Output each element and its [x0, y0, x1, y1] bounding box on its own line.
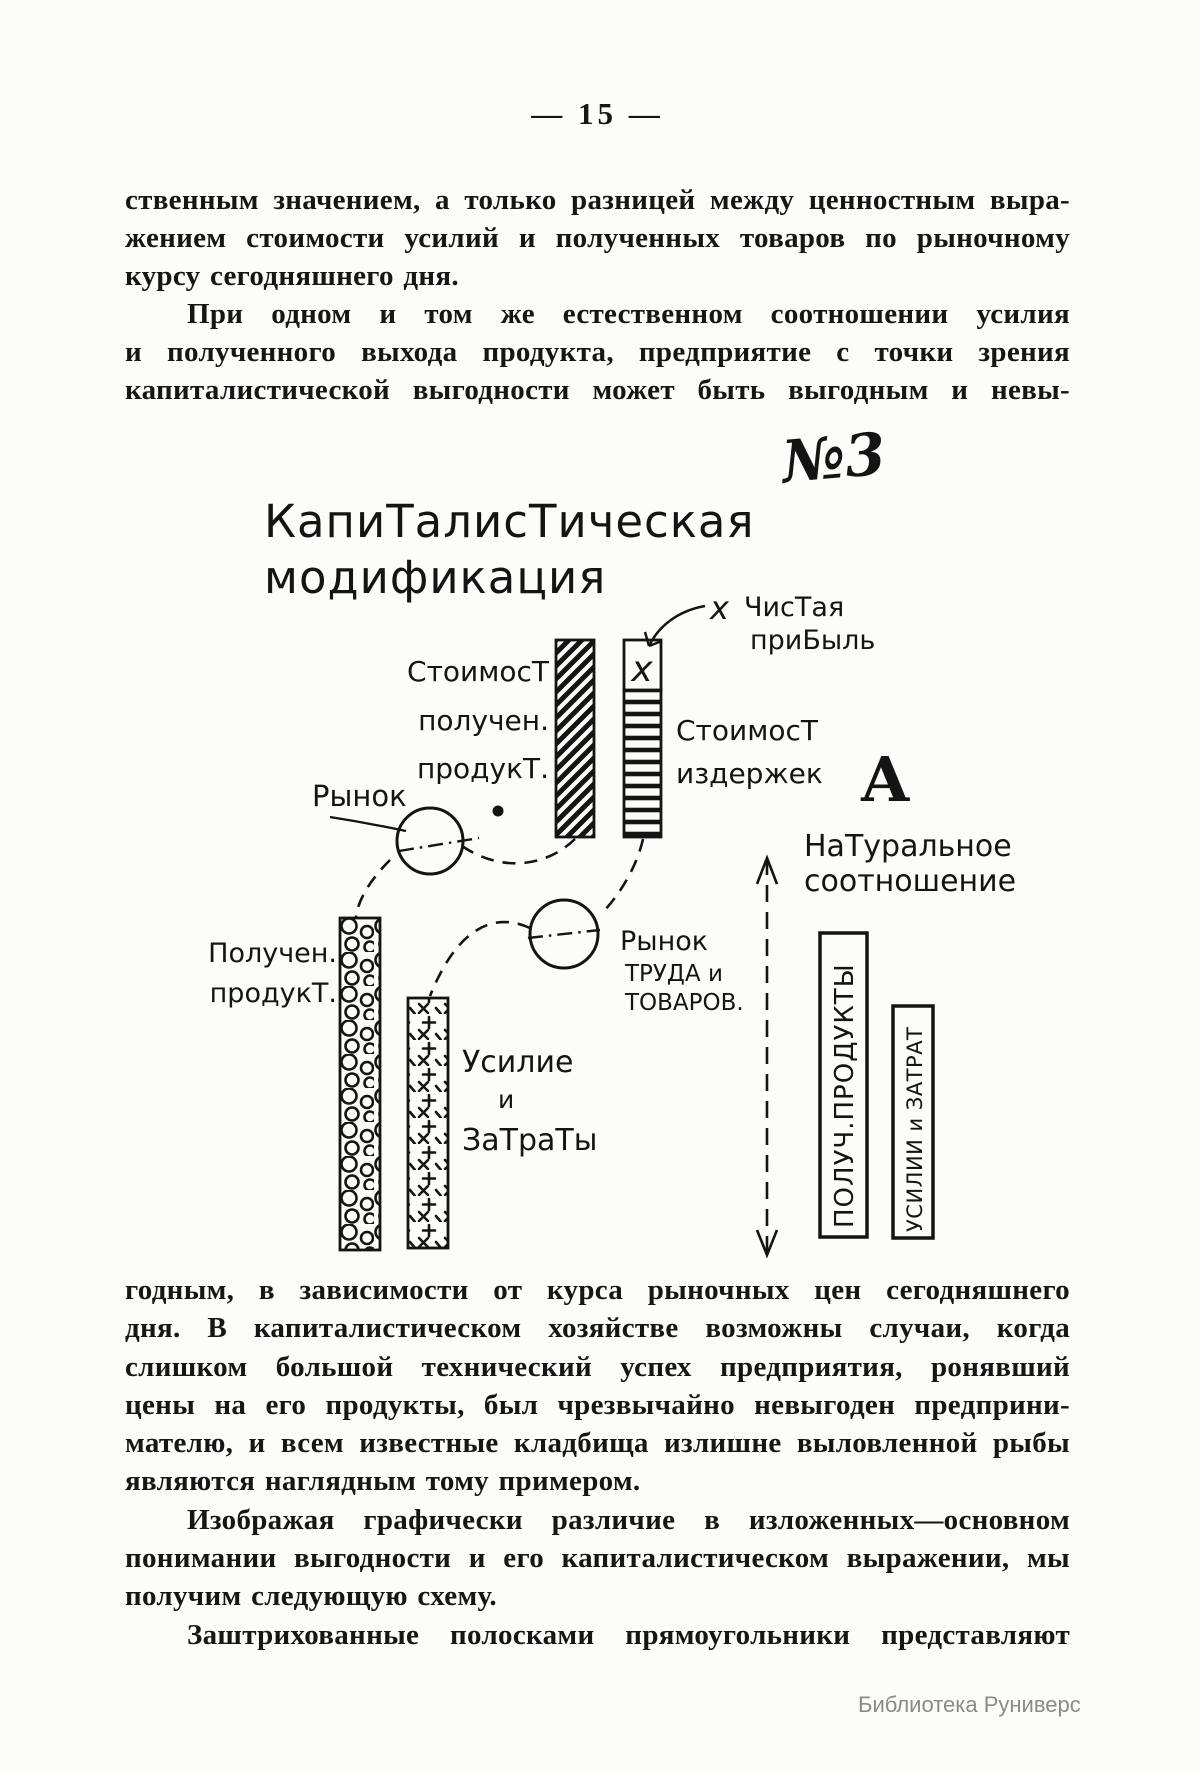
library-watermark: Библиотека Руниверс: [858, 1692, 1081, 1717]
natural-ratio-line2: соотношение: [804, 864, 1017, 899]
labor-market-line3: ТОВАРОВ.: [625, 990, 744, 1016]
figure-3-diagram: [0, 380, 1200, 1280]
costs-bar-hatched-part: [624, 690, 661, 837]
text-line: слишком большой технический успех предприятия, ронявший: [125, 1350, 1070, 1383]
text-line: Заштрихованные полосками прямоугольники представляют: [187, 1618, 1070, 1651]
paragraph-bottom: [125, 1271, 1070, 1654]
profit-x-symbol: х: [631, 649, 653, 690]
connector-market-product-value: [462, 839, 575, 863]
text-line: При одном и том же естественном соотношении усилия: [187, 298, 1070, 330]
market-pointer-line: [330, 817, 406, 831]
text-line: мателю, и всем известные кладбища излишне выловленной рыбы: [125, 1427, 1070, 1460]
text-line: жением стоимости усилий и полученных товаров по рыночному: [125, 222, 1070, 254]
profit-label-line2: приБыль: [750, 625, 876, 656]
effort-bar: [408, 998, 448, 1248]
figure-title-line2: модификация: [264, 551, 607, 604]
text-line: и полученного выхода продукта, предприятие с точки зрения: [125, 336, 1070, 368]
natural-ratio-line1: НаТуральное: [804, 829, 1012, 864]
market-label: Рынок: [312, 779, 407, 813]
connector-costs-labor-market: [601, 839, 643, 914]
text-line: капиталистической выгодности может быть выгодным и невы-: [125, 374, 1070, 406]
received-product-line1: Получен.: [208, 938, 337, 969]
text-line: Изображая графически различие в изложенных—основном: [187, 1503, 1070, 1536]
profit-label-line1: ЧисТая: [744, 592, 845, 623]
labor-market-line1: Рынок: [620, 926, 709, 957]
effort-label-line2: и: [498, 1085, 515, 1114]
received-product-line2: продукТ.: [209, 978, 337, 1009]
profit-marker: х: [710, 589, 729, 627]
paragraph-top: [125, 181, 1070, 409]
effort-label-line1: Усилие: [462, 1045, 574, 1080]
value-product-label-line1: СтоимосТ: [407, 655, 549, 688]
efforts-outline-bar-text: УСИЛИИ и ЗАТРАТ: [903, 1026, 927, 1232]
text-line: являются наглядным тому примером.: [125, 1465, 641, 1498]
value-product-label-line3: продукТ.: [416, 752, 549, 785]
received-product-bar: [340, 918, 380, 1250]
text-line: годным, в зависимости от курса рыночных цен сегодняшнего: [125, 1274, 1070, 1306]
labor-market-line2: ТРУДА и: [625, 961, 723, 987]
market-circle: [397, 808, 463, 874]
connector-labor-market-effort: [430, 922, 530, 996]
section-letter: А: [860, 743, 911, 816]
text-line: цены на его продукты, был чрезвычайно невыгоден предприни-: [125, 1388, 1070, 1421]
value-costs-label-line1: СтоимосТ: [676, 714, 818, 747]
product-value-bar: [556, 640, 594, 837]
text-line: дня. В капиталистическом хозяйстве возможны случаи, когда: [125, 1312, 1070, 1345]
page-number: — 15 —: [531, 96, 664, 131]
text-line: курсу сегодняшнего дня.: [125, 260, 459, 292]
text-line: понимании выгодности и его капиталистическом выражении, мы: [125, 1542, 1070, 1575]
value-product-label-line2: получен.: [418, 704, 549, 737]
figure-number: №3: [779, 419, 889, 497]
text-line: получим следующую схему.: [125, 1580, 497, 1613]
junction-dot: [493, 806, 504, 817]
effort-label-line3: ЗаТраТы: [462, 1123, 598, 1158]
connector-market-received-product: [356, 860, 390, 917]
value-costs-label-line2: издержек: [676, 757, 823, 790]
products-outline-bar-text: ПОЛУЧ.ПРОДУКТЫ: [830, 963, 860, 1228]
text-line: ственным значением, а только разницей между ценностным выра-: [125, 184, 1070, 216]
labor-market-dashdot: [528, 930, 600, 938]
figure-title-line1: КапиТалисТическая: [264, 495, 755, 548]
